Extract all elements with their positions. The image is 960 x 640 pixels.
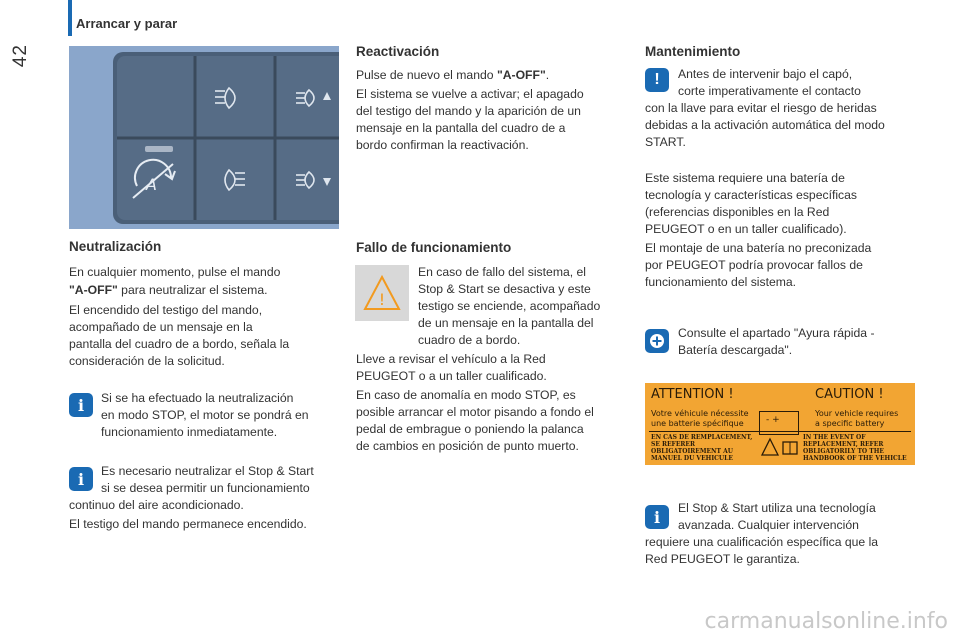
warning-triangle-icon — [355, 265, 409, 321]
warning-lamp-box — [355, 265, 409, 321]
label-caution: CAUTION ! — [815, 387, 884, 402]
fallo-p3-line1: En caso de anomalía en modo STOP, es — [356, 388, 576, 402]
maint-p2-line2: por PEUGEOT podría provocar fallos de — [645, 258, 863, 272]
a-off-label: "A-OFF" — [496, 68, 546, 82]
maint-plus-line1: Consulte el apartado "Ayura rápida - — [678, 326, 875, 340]
maint-p1-line2: tecnología y características específicas — [645, 188, 858, 202]
page-number: 42 — [10, 44, 31, 68]
reactivacion-p1-end: . — [545, 68, 550, 82]
maint-p2-line1: El montaje de una batería no preconizada — [645, 241, 872, 255]
maint-p1-line3: (referencias disponibles en la Red — [645, 205, 830, 219]
info2-line1: Es necesario neutralizar el Stop & Start — [101, 464, 314, 478]
neutralizacion-title: Neutralización — [69, 239, 162, 254]
mantenimiento-title: Mantenimiento — [645, 44, 741, 59]
info1-line2: en modo STOP, el motor se pondrá en — [101, 408, 309, 422]
label-attention: ATTENTION ! — [651, 387, 734, 402]
plus-icon — [645, 329, 669, 353]
control-panel-illustration — [69, 46, 339, 229]
label-en-b2: REPLACEMENT, REFER — [803, 441, 884, 448]
reactivacion-p1-text: Pulse de nuevo el mando — [356, 68, 497, 82]
info-icon: i — [69, 393, 93, 417]
exclamation-icon: ! — [645, 68, 669, 92]
label-en-line1: Your vehicle requires — [815, 409, 899, 418]
fallo-p1-line1: En caso de fallo del sistema, el — [418, 265, 587, 279]
reactivacion-p1 — [356, 67, 549, 85]
label-fr-b4: MANUEL DU VEHICULE — [651, 455, 733, 462]
maint-info-line4: Red PEUGEOT le garantiza. — [645, 552, 800, 566]
fallo-p1-line4: de un mensaje en la pantalla del — [418, 316, 594, 330]
section-accent-bar — [68, 0, 72, 36]
neutralizacion-p2-line2: acompañado de un mensaje en la — [69, 320, 253, 334]
neutralizacion-p3: El testigo del mando permanece encendido. — [69, 517, 307, 531]
fallo-p3-line3: pedal de embrague o poniendo la palanca — [356, 422, 584, 436]
label-en-b1: IN THE EVENT OF — [803, 434, 866, 441]
info2-line3: continuo del aire acondicionado. — [69, 498, 244, 512]
fallo-p2-line2: PEUGEOT o a un taller cualificado. — [356, 369, 547, 383]
label-fr-b1: EN CAS DE REMPLACEMENT, — [651, 434, 753, 441]
maint-info-line3: requiere una cualificación específica que la — [645, 535, 879, 549]
fallo-p2-line1: Lleve a revisar el vehículo a la Red — [356, 352, 546, 366]
label-fr-line1: Votre véhicule nécessite — [651, 409, 749, 418]
maint-warn-line5: START. — [645, 135, 686, 149]
neutralizacion-p1-line2 — [69, 282, 268, 300]
maint-warn-line1: Antes de intervenir bajo el capó, — [678, 67, 853, 81]
manual-warning-icon — [761, 437, 801, 459]
neutralizacion-p2-line4: consideración de la solicitud. — [69, 354, 225, 368]
label-en-b4: HANDBOOK OF THE VEHICLE — [803, 455, 907, 462]
battery-caution-label — [645, 383, 915, 465]
reactivacion-p2-line2: del testigo del mando y la aparición de un — [356, 104, 581, 118]
label-en-b3: OBLIGATORILY TO THE — [803, 448, 884, 455]
maint-info-line2: avanzada. Cualquier intervención — [678, 518, 859, 532]
watermark: carmanualsonline.info — [704, 609, 948, 634]
info1-line3: funcionamiento inmediatamente. — [101, 425, 278, 439]
maint-info-line1: El Stop & Start utiliza una tecnología — [678, 501, 876, 515]
maint-p1-line4: PEUGEOT o en un taller cualificado). — [645, 222, 847, 236]
fallo-p3-line4: de cambios en posición de punto muerto. — [356, 439, 579, 453]
info1-line1: Si se ha efectuado la neutralización — [101, 391, 294, 405]
label-fr-b3: OBLIGATOIREMENT AU — [651, 448, 733, 455]
label-fr-line2: une batterie spécifique — [651, 419, 744, 428]
info-icon: i — [69, 467, 93, 491]
label-en-line2: a specific battery — [815, 419, 885, 428]
battery-symbol: - + — [766, 415, 780, 425]
control-panel-svg — [69, 46, 339, 229]
neutralizacion-p2-line1: El encendido del testigo del mando, — [69, 303, 263, 317]
triangle-glyph: ! — [378, 290, 386, 309]
maint-p2-line3: funcionamiento del sistema. — [645, 275, 797, 289]
maint-warn-line4: debidas a la activación automática del modo — [645, 118, 885, 132]
fallo-p3-line2: posible arrancar el motor pisando a fondo el — [356, 405, 594, 419]
neutralizacion-p1-rest: para neutralizar el sistema. — [117, 283, 268, 297]
reactivacion-p2-line3: mensaje en la pantalla del cuadro de a — [356, 121, 566, 135]
a-off-label: "A-OFF" — [69, 283, 118, 297]
reactivacion-title: Reactivación — [356, 44, 440, 59]
fallo-p1-line5: cuadro de a bordo. — [418, 333, 521, 347]
info-icon: i — [645, 505, 669, 529]
fallo-p1-line2: Stop & Start se desactiva y este — [418, 282, 591, 296]
plus-glyph — [649, 333, 665, 349]
neutralizacion-p2-line3: pantalla del cuadro de a bordo, señala la — [69, 337, 290, 351]
label-fr-b2: SE REFERER — [651, 441, 695, 448]
neutralizacion-p1-line1: En cualquier momento, pulse el mando — [69, 265, 281, 279]
battery-icon — [759, 411, 799, 435]
section-title: Arrancar y parar — [76, 16, 178, 31]
reactivacion-p2-line4: bordo confirman la reactivación. — [356, 138, 529, 152]
maint-p1-line1: Este sistema requiere una batería de — [645, 171, 845, 185]
maint-warn-line3: con la llave para evitar el riesgo de heridas — [645, 101, 877, 115]
fallo-title: Fallo de funcionamiento — [356, 240, 512, 255]
svg-text:A: A — [146, 175, 157, 194]
info2-line2: si se desea permitir un funcionamiento — [101, 481, 310, 495]
fallo-p1-line3: testigo se enciende, acompañado — [418, 299, 601, 313]
reactivacion-p2-line1: El sistema se vuelve a activar; el apagado — [356, 87, 584, 101]
maint-warn-line2: corte imperativamente el contacto — [678, 84, 861, 98]
maint-plus-line2: Batería descargada". — [678, 343, 793, 357]
